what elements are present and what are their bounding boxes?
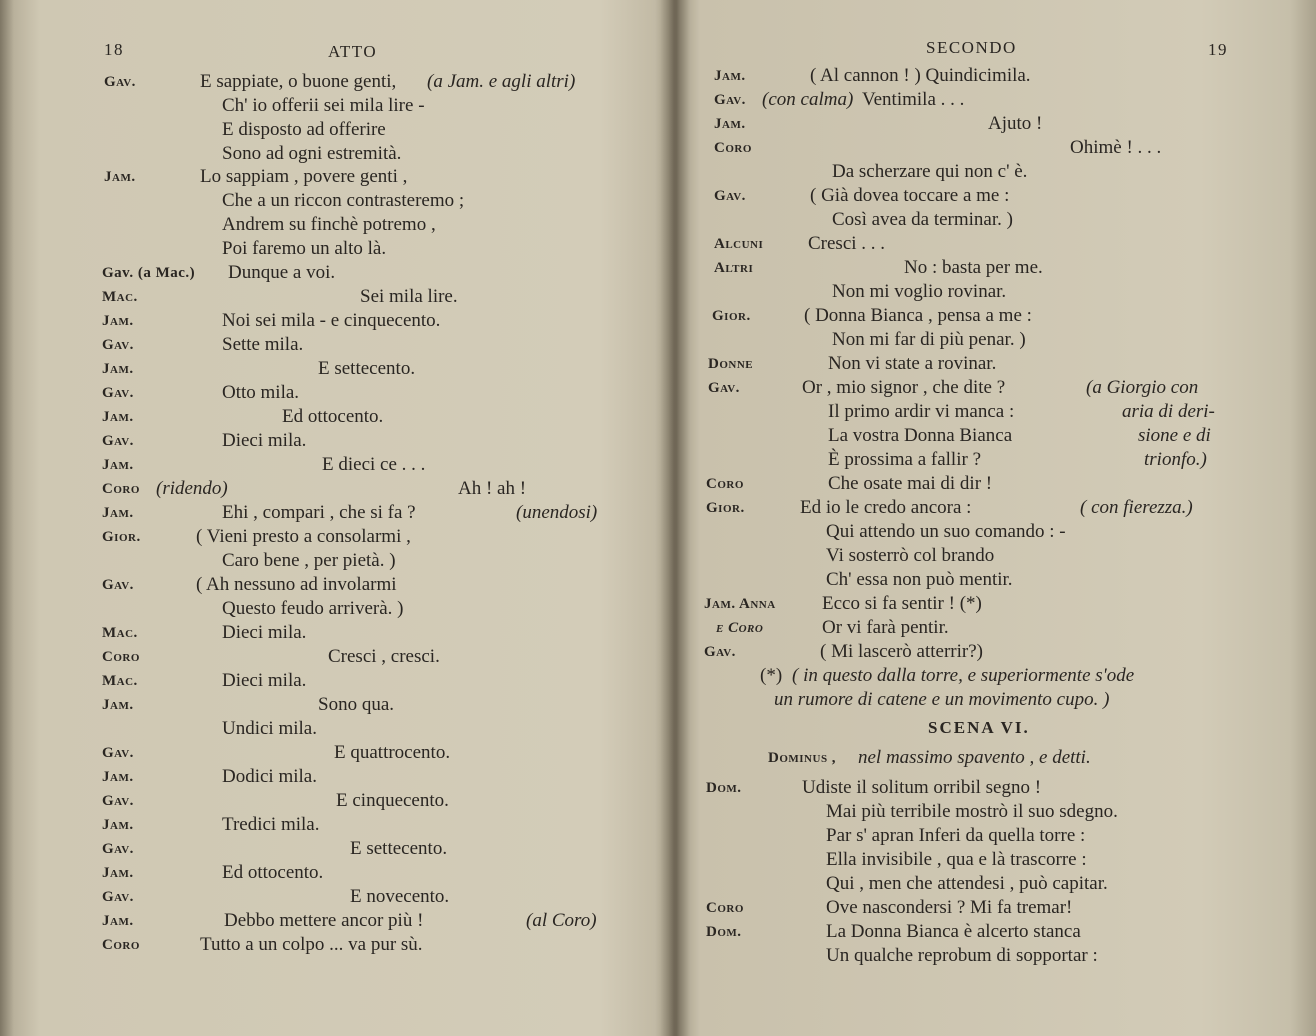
verse-text: ( Al cannon ! ) Quindicimila. [810, 65, 1031, 86]
right-line-35 [676, 896, 1316, 920]
speaker: Jam. [102, 817, 134, 833]
verse-text: Ch' essa non può mentir. [826, 569, 1013, 590]
left-line-10 [0, 285, 670, 309]
left-line-21 [0, 549, 670, 573]
right-line-25 [676, 640, 1316, 664]
verse-text: Lo sappiam , povere genti , [200, 166, 408, 187]
speaker: Jam. [104, 169, 136, 185]
verse-text: Poi faremo un alto là. [222, 238, 387, 259]
scene-heading: SCENA VI. [928, 718, 1030, 737]
verse-text: E sappiate, o buone genti, [200, 71, 397, 92]
verse-text: Qui , men che attendesi , può capitar. [826, 873, 1108, 894]
right-line-26 [676, 664, 1316, 688]
right-line-33 [676, 848, 1316, 872]
speaker: Alcuni [714, 236, 764, 252]
verse-text: Questo feudo arriverà. ) [222, 598, 404, 619]
verse-text: Ed ottocento. [222, 862, 324, 883]
right-page [676, 0, 1316, 1036]
verse-text: Tredici mila. [222, 814, 320, 835]
left-line-11 [0, 309, 670, 333]
verse-text: La vostra Donna Bianca [828, 425, 1013, 446]
right-line-31 [676, 800, 1316, 824]
verse-text: Non mi voglio rovinar. [832, 281, 1007, 302]
verse-text: E dieci ce . . . [322, 454, 426, 475]
verse-text: ( Già dovea toccare a me : [810, 185, 1010, 206]
verse-text: Dunque a voi. [228, 262, 336, 283]
right-line-9 [676, 256, 1316, 280]
footnote-marker: (*) [760, 665, 783, 686]
speaker: Jam. [102, 697, 134, 713]
verse-text: Ed ottocento. [282, 406, 384, 427]
right-line-29 [676, 746, 1316, 770]
verse-text: Or vi farà pentir. [822, 617, 949, 638]
right-line-6 [676, 184, 1316, 208]
left-line-28 [0, 717, 670, 741]
verse-text: E novecento. [350, 886, 450, 907]
verse-text: Tutto a un colpo ... va pur sù. [200, 934, 423, 955]
speaker: Jam. [102, 361, 134, 377]
left-line-12 [0, 333, 670, 357]
speaker: Dom. [706, 924, 742, 940]
verse-text: Qui attendo un suo comando : - [826, 521, 1066, 542]
speaker: Gav. [104, 74, 136, 90]
verse-text: Vi sosterrò col brando [826, 545, 995, 566]
right-line-19 [676, 496, 1316, 520]
right-line-21 [676, 544, 1316, 568]
left-line-31 [0, 789, 670, 813]
running-head-right: SECONDO [926, 38, 1017, 57]
verse-text: Ove nascondersi ? Mi fa tremar! [826, 897, 1073, 918]
speaker: Jam. Anna [704, 596, 776, 612]
verse-text: E settecento. [318, 358, 416, 379]
left-line-22 [0, 573, 670, 597]
speaker: Dom. [706, 780, 742, 796]
stage-direction: ( con fierezza.) [1080, 497, 1193, 518]
speaker: Coro [102, 481, 140, 497]
speaker: Gav. [708, 380, 740, 396]
speaker: Gav. [102, 793, 134, 809]
left-line-7 [0, 213, 670, 237]
verse-text: Ecco si fa sentir ! (*) [822, 593, 982, 614]
verse-text: E settecento. [350, 838, 448, 859]
verse-text: Par s' apran Inferi da quella torre : [826, 825, 1086, 846]
page-number-right: 19 [1208, 40, 1228, 59]
verse-text: Mai più terribile mostrò il suo sdegno. [826, 801, 1118, 822]
verse-text: Debbo mettere ancor più ! [224, 910, 424, 931]
verse-text: ( Ah nessuno ad involarmi [196, 574, 397, 595]
speaker: Gav. [704, 644, 736, 660]
left-line-14 [0, 381, 670, 405]
left-line-13 [0, 357, 670, 381]
stage-direction: ( in questo dalla torre, e superiormente s'ode [792, 665, 1135, 686]
verse-text: ( Vieni presto a consolarmi , [196, 526, 411, 547]
speaker: Mac. [102, 289, 138, 305]
speaker: Gav. [102, 433, 134, 449]
right-line-18 [676, 472, 1316, 496]
verse-text: Dieci mila. [222, 670, 307, 691]
left-line-17 [0, 453, 670, 477]
right-line-7 [676, 208, 1316, 232]
speaker: Jam. [102, 913, 134, 929]
stage-direction: (a Jam. e agli altri) [427, 71, 576, 92]
left-line-34 [0, 861, 670, 885]
speaker: Jam. [102, 769, 134, 785]
speaker: Coro [706, 900, 744, 916]
right-line-12 [676, 328, 1316, 352]
character-name: Dominus , [768, 750, 837, 766]
verse-text: Così avea da terminar. ) [832, 209, 1013, 230]
stage-direction: (al Coro) [526, 910, 597, 931]
speaker: Mac. [102, 673, 138, 689]
speaker: Gav. (a Mac.) [102, 265, 196, 281]
verse-text: Cresci , cresci. [328, 646, 440, 667]
right-line-28 [676, 716, 1316, 740]
verse-text: Udiste il solitum orribil segno ! [802, 777, 1042, 798]
right-line-8 [676, 232, 1316, 256]
verse-text: Cresci . . . [808, 233, 886, 254]
speaker: Jam. [102, 865, 134, 881]
speaker: Coro [706, 476, 744, 492]
right-line-4 [676, 136, 1316, 160]
verse-text: ( Donna Bianca , pensa a me : [804, 305, 1032, 326]
speaker: Gav. [102, 385, 134, 401]
stage-direction: trionfo.) [1144, 449, 1207, 470]
left-line-18 [0, 477, 670, 501]
verse-text: La Donna Bianca è alcerto stanca [826, 921, 1081, 942]
verse-text: Dieci mila. [222, 430, 307, 451]
left-line-5 [0, 165, 670, 189]
right-line-23 [676, 592, 1316, 616]
verse-text: Ah ! ah ! [458, 478, 527, 499]
stage-direction: un rumore di catene e un movimento cupo. ) [774, 689, 1110, 710]
speaker: e Coro [716, 620, 764, 636]
verse-text: E quattrocento. [334, 742, 451, 763]
right-line-30 [676, 776, 1316, 800]
verse-text: Non vi state a rovinar. [828, 353, 997, 374]
verse-text: Andrem su finchè potremo , [222, 214, 436, 235]
speaker: Donne [708, 356, 754, 372]
right-line-14 [676, 376, 1316, 400]
right-line-13 [676, 352, 1316, 376]
right-line-16 [676, 424, 1316, 448]
right-line-37 [676, 944, 1316, 968]
left-line-6 [0, 189, 670, 213]
right-line-24 [676, 616, 1316, 640]
left-line-36 [0, 909, 670, 933]
speaker: Gav. [102, 889, 134, 905]
speaker: Gav. [102, 577, 134, 593]
stage-direction: sione e di [1138, 425, 1211, 446]
left-line-23 [0, 597, 670, 621]
left-line-9 [0, 261, 670, 285]
left-line-4 [0, 142, 670, 166]
stage-direction: nel massimo spavento , e detti. [858, 747, 1091, 768]
left-line-37 [0, 933, 670, 957]
speaker: Gav. [102, 337, 134, 353]
speaker: Gav. [714, 188, 746, 204]
right-line-20 [676, 520, 1316, 544]
verse-text: Undici mila. [222, 718, 317, 739]
speaker: Jam. [102, 313, 134, 329]
left-line-30 [0, 765, 670, 789]
right-line-11 [676, 304, 1316, 328]
verse-text: No : basta per me. [904, 257, 1043, 278]
verse-text: E cinquecento. [336, 790, 449, 811]
stage-direction: aria di deri- [1122, 401, 1215, 422]
verse-text: Che a un riccon contrasteremo ; [222, 190, 465, 211]
speaker: Coro [714, 140, 752, 156]
verse-text: È prossima a fallir ? [828, 449, 982, 470]
speaker: Jam. [102, 409, 134, 425]
stage-direction: (a Giorgio con [1086, 377, 1199, 398]
left-line-1 [0, 70, 670, 94]
speaker: Jam. [714, 116, 746, 132]
left-line-3 [0, 118, 670, 142]
verse-text: Ajuto ! [988, 113, 1043, 134]
left-line-35 [0, 885, 670, 909]
right-line-22 [676, 568, 1316, 592]
right-line-2 [676, 88, 1316, 112]
verse-text: Noi sei mila - e cinquecento. [222, 310, 441, 331]
speaker: Jam. [714, 68, 746, 84]
verse-text: Ohimè ! . . . [1070, 137, 1162, 158]
left-line-26 [0, 669, 670, 693]
speaker: Jam. [102, 505, 134, 521]
verse-text: Otto mila. [222, 382, 300, 403]
verse-text: Caro bene , per pietà. ) [222, 550, 396, 571]
right-line-5 [676, 160, 1316, 184]
verse-text: Che osate mai di dir ! [828, 473, 993, 494]
verse-text: Da scherzare qui non c' è. [832, 161, 1028, 182]
right-line-34 [676, 872, 1316, 896]
speaker: Gav. [102, 745, 134, 761]
speaker: Altri [714, 260, 754, 276]
left-line-19 [0, 501, 670, 525]
verse-text: Ventimila . . . [862, 89, 965, 110]
verse-text: Or , mio signor , che dite ? [802, 377, 1006, 398]
speaker: Gior. [102, 529, 141, 545]
verse-text: Sono qua. [318, 694, 394, 715]
left-line-33 [0, 837, 670, 861]
verse-text: Ehi , compari , che si fa ? [222, 502, 416, 523]
verse-text: ( Mi lascerò atterrir?) [820, 641, 983, 662]
verse-text: Sei mila lire. [360, 286, 458, 307]
speaker: Jam. [102, 457, 134, 473]
right-line-10 [676, 280, 1316, 304]
page-number-left: 18 [104, 40, 124, 59]
verse-text: Ch' io offerii sei mila lire - [222, 95, 425, 116]
verse-text: Ella invisibile , qua e là trascorre : [826, 849, 1087, 870]
verse-text: Ed io le credo ancora : [800, 497, 972, 518]
speaker: Mac. [102, 625, 138, 641]
stage-direction: (ridendo) [156, 478, 228, 499]
speaker: Coro [102, 937, 140, 953]
right-line-27 [676, 688, 1316, 712]
left-line-2 [0, 94, 670, 118]
verse-text: Sette mila. [222, 334, 304, 355]
verse-text: Sono ad ogni estremità. [222, 143, 402, 164]
right-line-32 [676, 824, 1316, 848]
verse-text: Non mi far di più penar. ) [832, 329, 1026, 350]
verse-text: Dodici mila. [222, 766, 317, 787]
verse-text: Un qualche reprobum di sopportar : [826, 945, 1098, 966]
verse-text: E disposto ad offerire [222, 119, 386, 140]
left-line-25 [0, 645, 670, 669]
left-line-15 [0, 405, 670, 429]
speaker: Coro [102, 649, 140, 665]
right-line-36 [676, 920, 1316, 944]
stage-direction: (con calma) [762, 89, 854, 110]
verse-text: Il primo ardir vi manca : [828, 401, 1015, 422]
left-line-29 [0, 741, 670, 765]
stage-direction: (unendosi) [516, 502, 598, 523]
left-line-27 [0, 693, 670, 717]
left-line-24 [0, 621, 670, 645]
speaker: Gav. [102, 841, 134, 857]
speaker: Gior. [706, 500, 745, 516]
right-line-17 [676, 448, 1316, 472]
left-line-16 [0, 429, 670, 453]
left-line-20 [0, 525, 670, 549]
left-line-8 [0, 237, 670, 261]
right-line-3 [676, 112, 1316, 136]
right-line-15 [676, 400, 1316, 424]
speaker: Gav. [714, 92, 746, 108]
verse-text: Dieci mila. [222, 622, 307, 643]
right-line-1 [676, 64, 1316, 88]
left-line-32 [0, 813, 670, 837]
running-head-left: ATTO [328, 42, 378, 61]
speaker: Gior. [712, 308, 751, 324]
